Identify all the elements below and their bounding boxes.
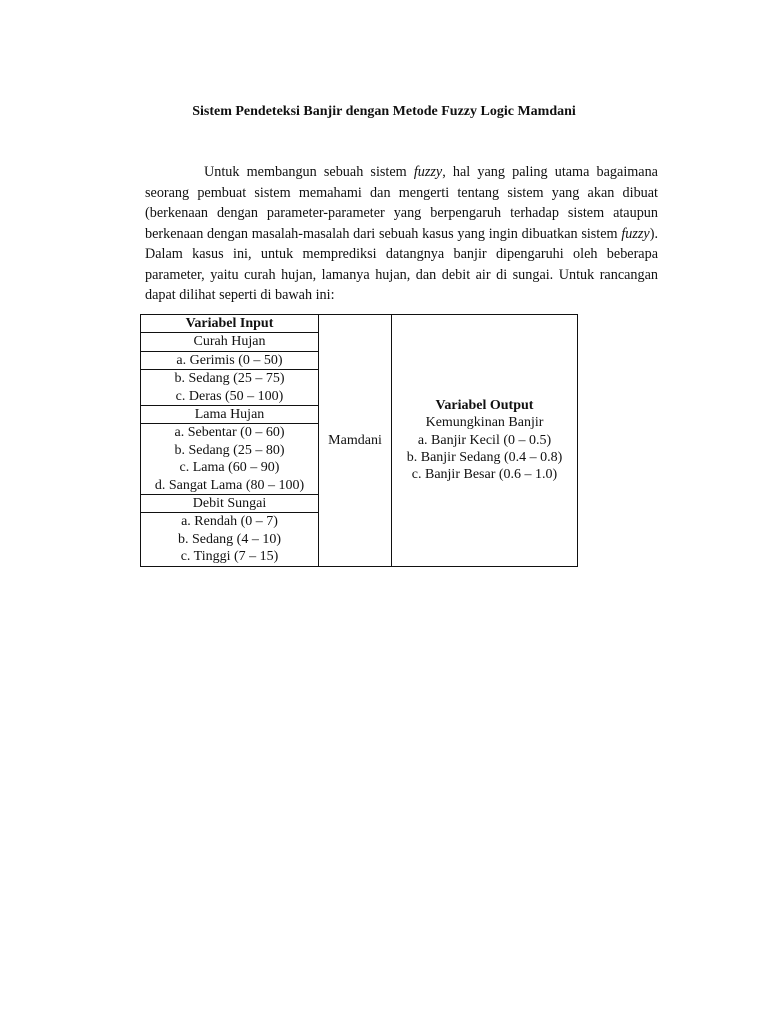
page-title: Sistem Pendeteksi Banjir dengan Metode Fuzzy Logic Mamdani [192, 104, 576, 119]
input-item: c. Lama (60 – 90) [141, 459, 319, 476]
intro-fuzzy-term-2: fuzzy [621, 225, 650, 242]
input-item: a. Rendah (0 – 7) [141, 513, 319, 531]
output-variable-name: Kemungkinan Banjir [425, 415, 544, 431]
input-item: c. Tinggi (7 – 15) [141, 548, 319, 566]
intro-paragraph [145, 162, 658, 306]
method-cell: Mamdani [319, 315, 392, 567]
output-cell [392, 315, 578, 567]
intro-text-3: ). Dalam kasus ini, untuk memprediksi datangnya banjir dipengaruhi oleh beberapa parameter, yaitu curah hujan, lamanya hujan, dan debit air di sungai. Untuk rancangan dapat dilihat seperti di bawah ini: [145, 225, 658, 303]
intro-text-2: , hal yang paling utama bagaimana seorang pembuat sistem memahami dan mengerti tentang sistem yang akan dibuat (berkenaan dengan parameter-parameter yang berpengaruh terhadap sistem ataupun berkenaan dengan masalah-masalah dari sebuah kasus yang ingin dibuatkan sistem [145, 164, 658, 242]
input-item: b. Sedang (4 – 10) [141, 531, 319, 548]
input-item: c. Deras (50 – 100) [141, 388, 319, 406]
input-item: b. Sedang (25 – 80) [141, 442, 319, 459]
input-group-name: Debit Sungai [141, 495, 319, 513]
input-item: b. Sedang (25 – 75) [141, 370, 319, 388]
output-item: a. Banjir Kecil (0 – 0.5) [417, 432, 552, 448]
input-item: a. Sebentar (0 – 60) [141, 424, 319, 442]
input-header: Variabel Input [141, 315, 319, 333]
intro-text-1: Untuk membangun sebuah sistem [204, 164, 414, 180]
input-group-name: Lama Hujan [141, 406, 319, 424]
input-item: d. Sangat Lama (80 – 100) [141, 477, 319, 495]
output-item: c. Banjir Besar (0.6 – 1.0) [411, 467, 558, 483]
intro-fuzzy-term-1: fuzzy [413, 164, 443, 180]
output-item: b. Banjir Sedang (0.4 – 0.8) [406, 450, 563, 466]
fuzzy-variable-table [140, 314, 578, 567]
input-item: a. Gerimis (0 – 50) [141, 351, 319, 369]
output-header: Variabel Output [435, 397, 534, 413]
input-group-name: Curah Hujan [141, 333, 319, 351]
